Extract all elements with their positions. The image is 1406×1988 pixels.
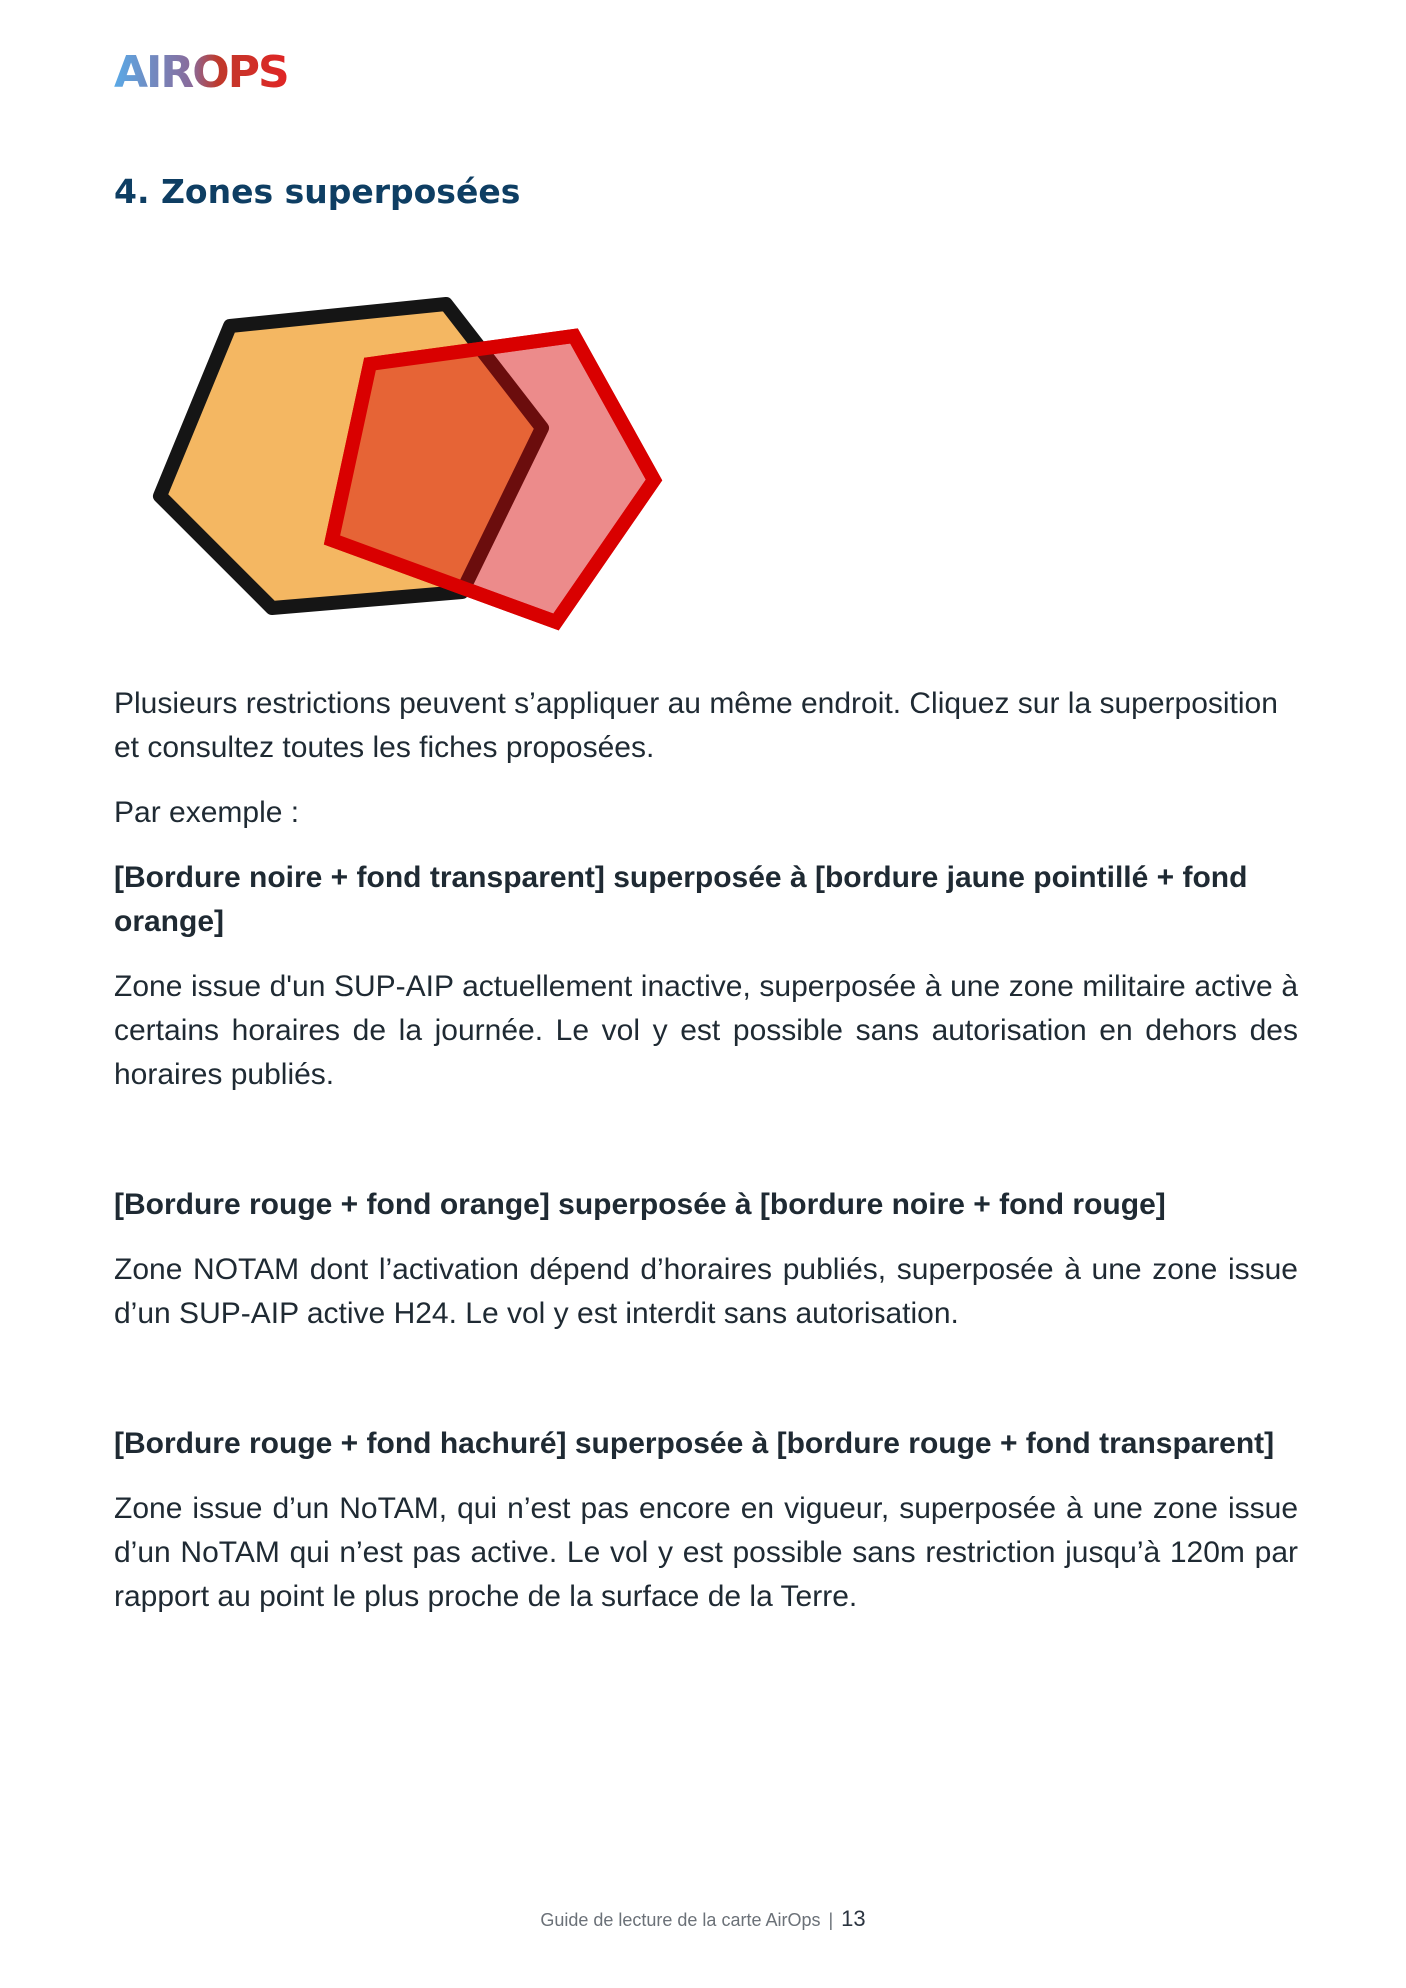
case-description: Zone issue d'un SUP-AIP actuellement inactive, superposée à une zone militaire active à certains horaires de la journée. Le vol y est possible sans autorisation en dehors des horaires publiés. bbox=[114, 970, 1298, 1091]
case-description: Zone issue d’un NoTAM, qui n’est pas encore en vigueur, superposée à une zone issue d’un NoTAM qui n’est pas active. Le vol y est possible sans restriction jusqu’à 120m par rapport au point le plus proche de la surface de la Terre. bbox=[114, 1492, 1298, 1613]
case-heading: [Bordure rouge + fond hachuré] superposée à [bordure rouge + fond transparent] bbox=[114, 1427, 1275, 1460]
section-title: 4. Zones superposées bbox=[114, 172, 521, 211]
logo-text: AIROPS bbox=[114, 48, 288, 94]
page-number: 13 bbox=[841, 1906, 866, 1931]
footer-separator: | bbox=[828, 1910, 834, 1930]
case-heading: [Bordure noire + fond transparent] superposée à [bordure jaune pointillé + fond orange] bbox=[114, 861, 1248, 938]
page-content bbox=[114, 682, 1298, 1619]
superposed-zones-illustration bbox=[150, 290, 670, 640]
overlap-case bbox=[114, 856, 1298, 1097]
case-heading: [Bordure rouge + fond orange] superposée à [bordure noire + fond rouge] bbox=[114, 1188, 1166, 1221]
overlap-case bbox=[114, 1422, 1298, 1619]
case-description: Zone NOTAM dont l’activation dépend d’horaires publiés, superposée à une zone issue d’un SUP-AIP active H24. Le vol y est interdit sans autorisation. bbox=[114, 1253, 1298, 1330]
intro-paragraph: Plusieurs restrictions peuvent s’appliquer au même endroit. Cliquez sur la superposition et consultez toutes les fiches proposées. bbox=[114, 687, 1278, 764]
airops-logo bbox=[114, 48, 304, 94]
overlap-case bbox=[114, 1183, 1298, 1336]
example-label: Par exemple : bbox=[114, 796, 300, 829]
guide-title: Guide de lecture de la carte AirOps bbox=[540, 1910, 821, 1930]
page-footer bbox=[0, 1906, 1406, 1932]
